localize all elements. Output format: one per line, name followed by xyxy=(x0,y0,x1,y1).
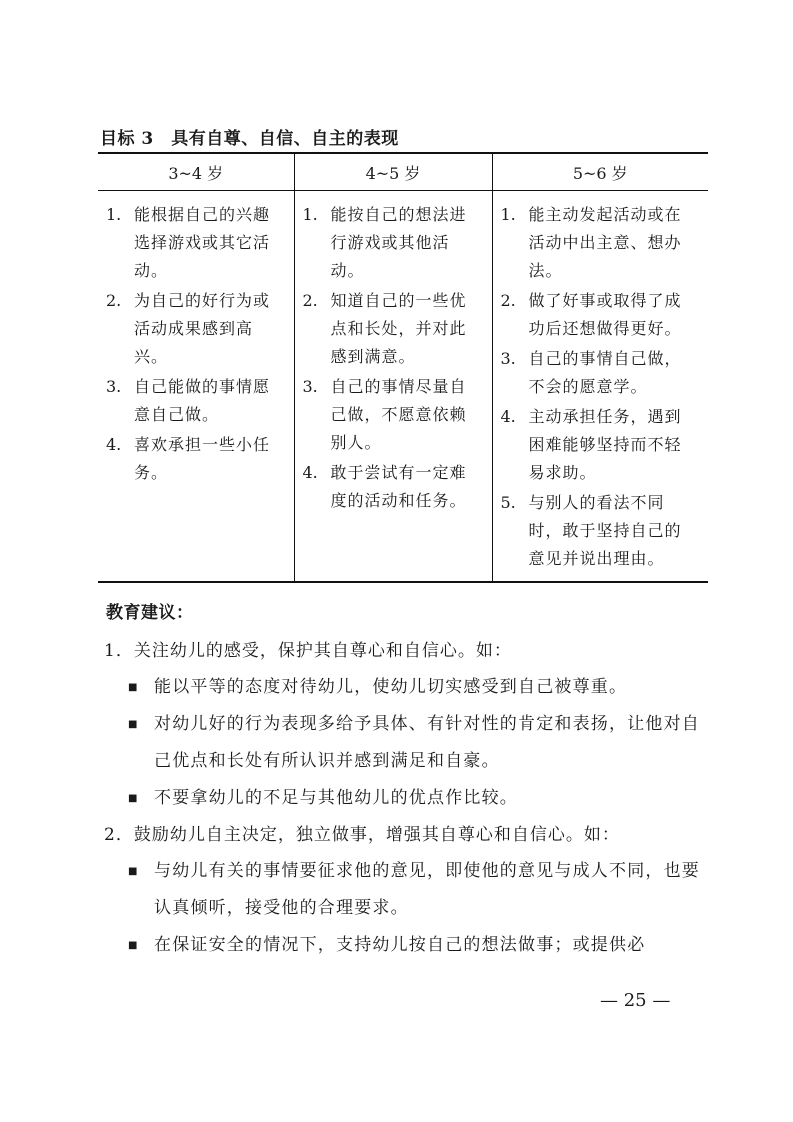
item-list xyxy=(106,201,284,487)
item-text: 为自己的好行为或活动成果感到高兴。 xyxy=(134,291,271,366)
square-bullet-icon: ■ xyxy=(128,940,139,951)
bullet-item xyxy=(106,669,706,706)
item-text: 主动承担任务，遇到困难能够坚持而不轻易求助。 xyxy=(528,407,682,482)
bullet-item xyxy=(106,927,706,964)
item-text: 能按自己的想法进行游戏或其他活动。 xyxy=(330,205,467,280)
list-item xyxy=(106,373,284,429)
item-number: 3. xyxy=(302,377,318,396)
list-item xyxy=(106,201,284,285)
bullet-text: 与幼儿有关的事情要征求他的意见，即使他的意见与成人不同，也要认真倾听，接受他的合理要求。 xyxy=(154,861,700,918)
square-bullet-icon: ■ xyxy=(128,866,139,877)
item-number: 1. xyxy=(500,205,516,224)
bullet-text: 对幼儿好的行为表现多给予具体、有针对性的肯定和表扬，让他对自己优点和长处有所认识并感到满足和自豪。 xyxy=(154,714,700,771)
item-text: 敢于尝试有一定难度的活动和任务。 xyxy=(330,463,467,510)
table-cell-5-6 xyxy=(492,191,708,583)
advice-section xyxy=(106,817,706,964)
item-number: 2. xyxy=(106,291,122,310)
item-number: 2. xyxy=(500,291,516,310)
column-header-3-4: 3~4 岁 xyxy=(98,153,294,191)
item-number: 3. xyxy=(500,349,516,368)
table-cell-4-5 xyxy=(294,191,492,583)
list-item xyxy=(106,431,284,487)
bullet-item xyxy=(106,780,706,817)
item-number: 1. xyxy=(106,205,122,224)
bullet-item xyxy=(106,706,706,780)
list-item xyxy=(303,373,482,457)
page-title: 目标 3 具有自尊、自信、自主的表现 xyxy=(100,129,399,149)
table-cell-3-4 xyxy=(98,191,294,583)
list-item xyxy=(501,489,699,573)
item-text: 知道自己的一些优点和长处，并对此感到满意。 xyxy=(330,291,467,366)
bullet-text: 不要拿幼儿的不足与其他幼儿的优点作比较。 xyxy=(154,788,518,808)
education-advice xyxy=(106,598,706,964)
square-bullet-icon: ■ xyxy=(128,793,139,804)
item-number: 4. xyxy=(500,407,516,426)
bullet-text: 能以平等的态度对待幼儿，使幼儿切实感受到自己被尊重。 xyxy=(154,677,628,697)
bullet-item xyxy=(106,853,706,927)
list-item xyxy=(501,287,699,343)
advice-title: 教育建议： xyxy=(106,603,194,623)
item-text: 做了好事或取得了成功后还想做得更好。 xyxy=(528,291,682,338)
list-item xyxy=(501,201,699,285)
list-item xyxy=(303,459,482,515)
list-item xyxy=(303,201,482,285)
item-text: 自己的事情尽量自己做，不愿意依赖别人。 xyxy=(330,377,467,452)
item-number: 4. xyxy=(302,463,318,482)
item-list xyxy=(501,201,699,573)
square-bullet-icon: ■ xyxy=(128,719,139,730)
item-text: 自己的事情自己做，不会的愿意学。 xyxy=(528,349,682,396)
item-number: 3. xyxy=(106,377,122,396)
item-text: 自己能做的事情愿意自己做。 xyxy=(134,377,271,424)
advice-section xyxy=(106,633,706,817)
list-item xyxy=(501,403,699,487)
item-text: 与别人的看法不同时，敢于坚持自己的意见并说出理由。 xyxy=(528,493,682,568)
list-item xyxy=(303,287,482,371)
bullet-text: 在保证安全的情况下，支持幼儿按自己的想法做事；或提供必 xyxy=(154,935,646,955)
table-row xyxy=(98,191,708,583)
item-number: 4. xyxy=(106,435,122,454)
item-number: 5. xyxy=(500,493,516,512)
goal-table xyxy=(98,152,708,583)
item-number: 2. xyxy=(302,291,318,310)
item-text: 能根据自己的兴趣选择游戏或其它活动。 xyxy=(134,205,271,280)
page-number: — 25 — xyxy=(600,990,671,1011)
list-item xyxy=(106,287,284,371)
advice-sections xyxy=(106,633,706,964)
square-bullet-icon: ■ xyxy=(128,682,139,693)
table-header-row xyxy=(98,153,708,191)
item-list xyxy=(303,201,482,515)
section-heading: 2．鼓励幼儿自主决定，独立做事，增强其自尊心和自信心。如： xyxy=(104,825,620,845)
list-item xyxy=(501,345,699,401)
item-number: 1. xyxy=(302,205,318,224)
column-header-5-6: 5~6 岁 xyxy=(492,153,708,191)
item-text: 喜欢承担一些小任务。 xyxy=(134,435,271,482)
section-heading: 1．关注幼儿的感受，保护其自尊心和自信心。如： xyxy=(104,641,512,661)
item-text: 能主动发起活动或在活动中出主意、想办法。 xyxy=(528,205,682,280)
column-header-4-5: 4~5 岁 xyxy=(294,153,492,191)
